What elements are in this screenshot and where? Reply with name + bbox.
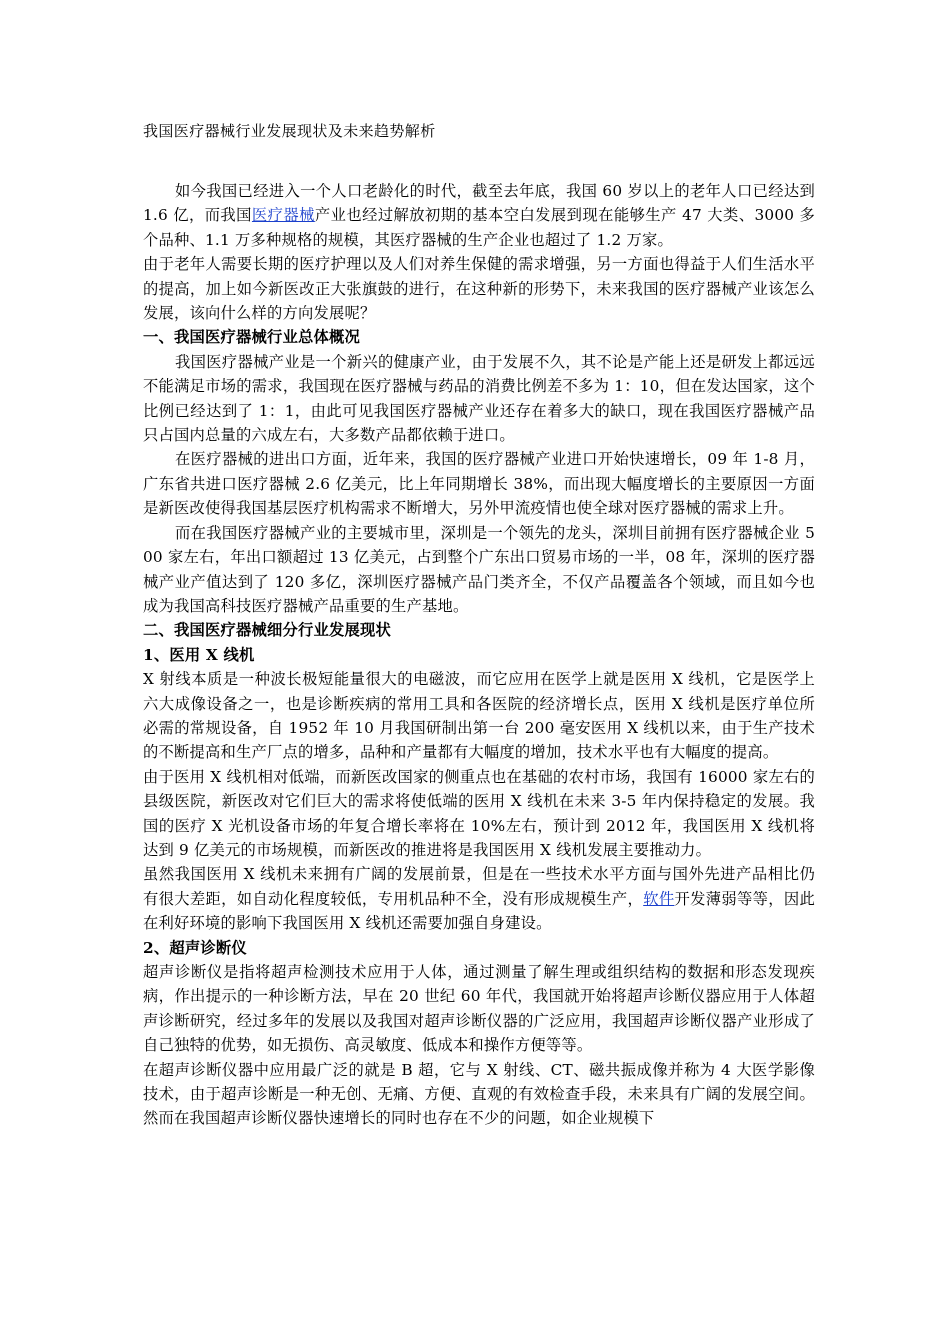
intro-paragraph-1: [143, 179, 815, 252]
xray-p3-text-before: 虽然我国医用 X 线机未来拥有广阔的发展前景，但是在一些技术水平方面与国外先进产品相比仍有很大差距，如自动化程度较低，专用机品种不全，没有形成规模生产，: [143, 865, 815, 908]
ultrasound-paragraph-1: 超声诊断仪是指将超声检测技术应用于人体，通过测量了解生理或组织结构的数据和形态发现疾病，作出提示的一种诊断方法，早在 20 世纪 60 年代，我国就开始将超声诊断仪器应用于人体超声诊断研究，经过多年的发展以及我国对超声诊断仪器的广泛应用，我国超声诊断仪器产业形成了自己独特的优势，如无损伤、高灵敏度、低成本和操作方便等等。: [143, 963, 815, 1055]
intro-p1-text-before: 如今我国已经进入一个人口老龄化的时代，截至去年底，我国 60 岁以上的老年人口已经达到 1.6 亿，而我国: [143, 182, 815, 225]
medical-device-link[interactable]: 医疗器械: [251, 206, 315, 225]
section-1-paragraph-3: 而在我国医疗器械产业的主要城市里，深圳是一个领先的龙头，深圳目前拥有医疗器械企业 500 家左右，年出口额超过 13 亿美元，占到整个广东出口贸易市场的一半，08 年，深圳的医疗器械产业产值达到了 120 多亿，深圳医疗器械产品门类齐全，不仅产品覆盖各个领域，而且如今也成为我国高科技医疗器械产品重要的生产基地。: [143, 523, 815, 615]
subsection-ultrasound-heading: 2、超声诊断仪: [143, 938, 247, 957]
intro-p1-text-after: 产业也经过解放初期的基本空白发展到现在能够生产 47 大类、3000 多个品种、1.1 万多种规格的规模，其医疗器械的生产企业也超过了 1.2 万家。: [143, 206, 815, 249]
section-1-heading: 一、我国医疗器械行业总体概况: [143, 328, 360, 347]
section-1-paragraph-1: 我国医疗器械产业是一个新兴的健康产业，由于发展不久，其不论是产能上还是研发上都远远不能满足市场的需求，我国现在医疗器械与药品的消费比例差不多为 1：10，但在发达国家，这个比例已经达到了 1：1，由此可见我国医疗器械产业还存在着多大的缺口，现在我国医疗器械产品只占国内总量的六成左右，大多数产品都依赖于进口。: [143, 352, 815, 445]
document-title: 我国医疗器械行业发展现状及未来趋势解析: [143, 122, 436, 140]
xray-paragraph-1: X 射线本质是一种波长极短能量很大的电磁波，而它应用在医学上就是医用 X 线机，它是医学上六大成像设备之一，也是诊断疾病的常用工具和各医院的经济增长点，医用 X 线机是医疗单位所必需的常规设备，自 1952 年 10 月我国研制出第一台 200 毫安医用 X 线机以来，由于生产技术的不断提高和生产厂点的增多，品种和产量都有大幅度的增加，技术水平也有大幅度的提高。: [143, 670, 815, 762]
ultrasound-paragraph-2: 在超声诊断仪器中应用最广泛的就是 B 超，它与 X 射线、CT、磁共振成像并称为 4 大医学影像技术，由于超声诊断是一种无创、无痛、方便、直观的有效检查手段，未来具有广阔的发展空间。然而在我国超声诊断仪器快速增长的同时也存在不少的问题，如企业规模下: [143, 1060, 815, 1128]
software-link[interactable]: 软件: [643, 889, 675, 908]
title-spacer: [143, 145, 815, 179]
section-2-heading: 二、我国医疗器械细分行业发展现状: [143, 621, 391, 640]
xray-paragraph-2: 由于医用 X 线机相对低端，而新医改国家的侧重点也在基础的农村市场，我国有 16000 家左右的县级医院，新医改对它们巨大的需求将使低端的医用 X 线机在未来 3-5 年内保持稳定的发展。我国的医疗 X 光机设备市场的年复合增长率将在 10%左右，预计到 2012 年，我国医用 X 线机将达到 9 亿美元的市场规模，而新医改的推进将是我国医用 X 线机发展主要推动力。: [143, 767, 815, 859]
subsection-xray-heading: 1、医用 X 线机: [143, 645, 255, 664]
document-page: [143, 118, 815, 1131]
intro-paragraph-2: 由于老年人需要长期的医疗护理以及人们对养生保健的需求增强，另一方面也得益于人们生活水平的提高，加上如今新医改正大张旗鼓的进行，在这种新的形势下，未来我国的医疗器械产业该怎么发展，该向什么样的方向发展呢？: [143, 255, 815, 323]
section-1-paragraph-2: 在医疗器械的进出口方面，近年来，我国的医疗器械产业进口开始快速增长，09 年 1-8 月，广东省共进口医疗器械 2.6 亿美元，比上年同期增长 38%，而出现大幅度增长的主要原因一方面是新医改使得我国基层医疗机构需求不断增大，另外甲流疫情也使全球对医疗器械的需求上升。: [143, 450, 815, 518]
xray-paragraph-3: [143, 862, 815, 935]
xray-p3-text-after: 开发薄弱等等，因此在利好环境的影响下我国医用 X 线机还需要加强自身建设。: [143, 889, 815, 933]
